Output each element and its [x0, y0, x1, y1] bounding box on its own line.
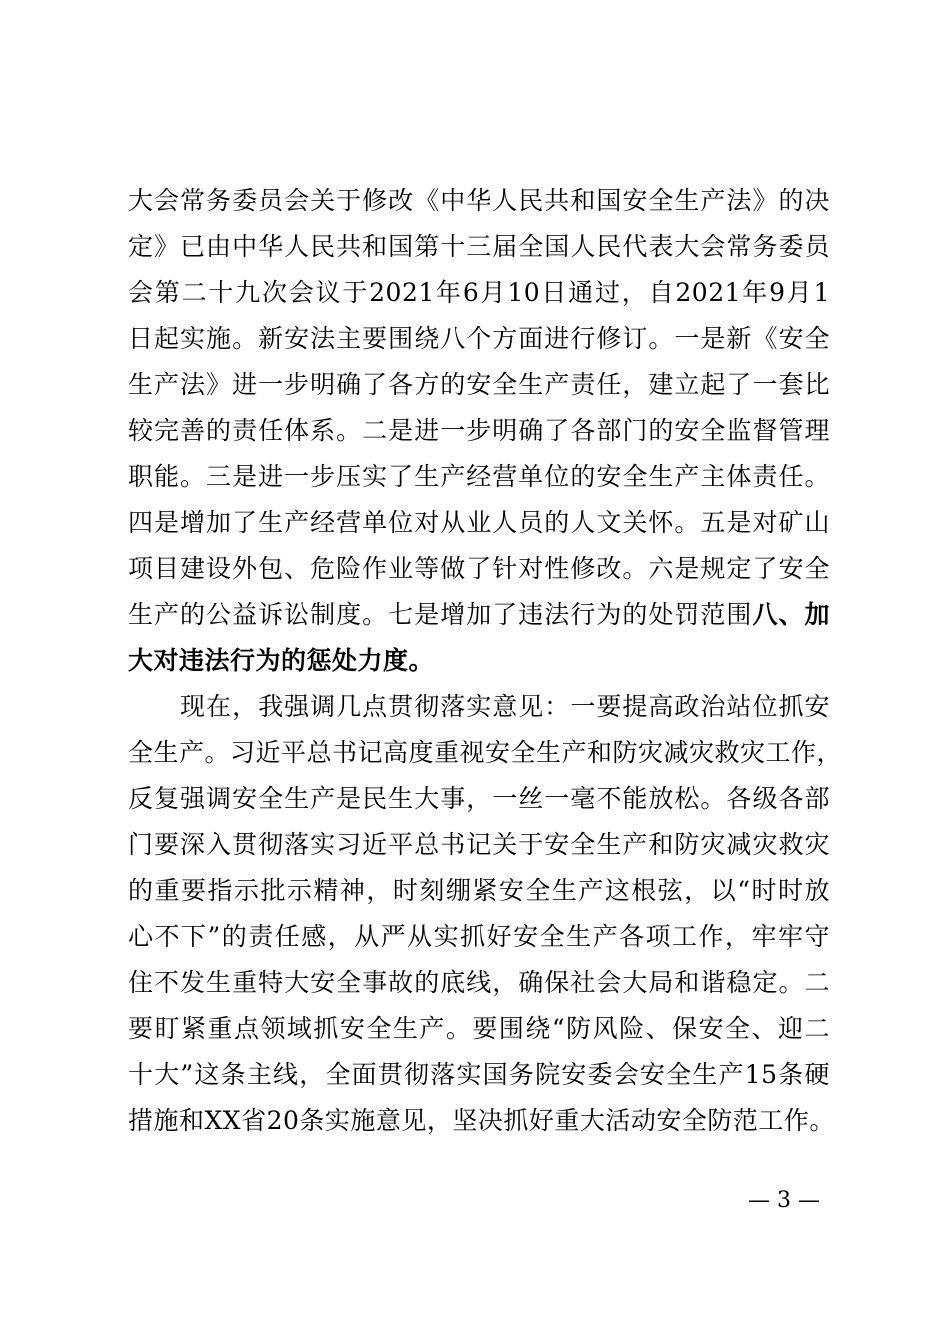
page-number: — 3 — — [748, 1188, 820, 1213]
text-line: 住不发生重特大安全事故的底线，确保社会大局和谐稳定。二 — [128, 968, 830, 997]
text-line: 四是增加了生产经营单位对从业人员的人文关怀。五是对矿山 — [128, 508, 830, 537]
text-line: 措施和XX省20条实施意见，坚决抓好重大活动安全防范工作。 — [128, 1106, 835, 1135]
text-line: 职能。三是进一步压实了生产经营单位的安全生产主体责任。 — [128, 462, 830, 491]
text-line: 心不下”的责任感，从严从实抓好安全生产各项工作，牢牢守 — [128, 922, 830, 951]
text-line: 的重要指示批示精神，时刻绷紧安全生产这根弦，以“时时放 — [128, 876, 830, 905]
text-line: 十大”这条主线，全面贯彻落实国务院安委会安全生产15条硬 — [128, 1060, 830, 1089]
text-line: 生产法》进一步明确了各方的安全生产责任，建立起了一套比 — [128, 370, 830, 399]
bold-text-run: 八、加 — [752, 600, 830, 629]
text-line: 会第二十九次会议于2021年6月10日通过，自2021年9月1 — [128, 278, 830, 307]
text-line: 定》已由中华人民共和国第十三届全国人民代表大会常务委员 — [128, 232, 830, 261]
document-body — [128, 178, 843, 1144]
text-line: 门要深入贯彻落实习近平总书记关于安全生产和防灾减灾救灾 — [128, 830, 830, 859]
bold-text-line: 大对违法行为的惩处力度。 — [128, 646, 435, 675]
text-run: 生产的公益诉讼制度。七是增加了违法行为的处罚范围 — [128, 600, 753, 629]
text-line: 大会常务委员会关于修改《中华人民共和国安全生产法》的决 — [128, 186, 830, 215]
text-line: 日起实施。新安法主要围绕八个方面进行修订。一是新《安全 — [128, 324, 830, 353]
text-line: 要盯紧重点领域抓安全生产。要围绕“防风险、保安全、迎二 — [128, 1014, 830, 1043]
text-line: 反复强调安全生产是民生大事，一丝一毫不能放松。各级各部 — [128, 784, 830, 813]
text-line-mixed — [128, 592, 830, 638]
text-line: 全生产。习近平总书记高度重视安全生产和防灾减灾救灾工作， — [128, 738, 843, 767]
text-line: 现在，我强调几点贯彻落实意见：一要提高政治站位抓安 — [128, 692, 830, 721]
text-line: 项目建设外包、危险作业等做了针对性修改。六是规定了安全 — [128, 554, 830, 583]
text-line: 较完善的责任体系。二是进一步明确了各部门的安全监督管理 — [128, 416, 830, 445]
